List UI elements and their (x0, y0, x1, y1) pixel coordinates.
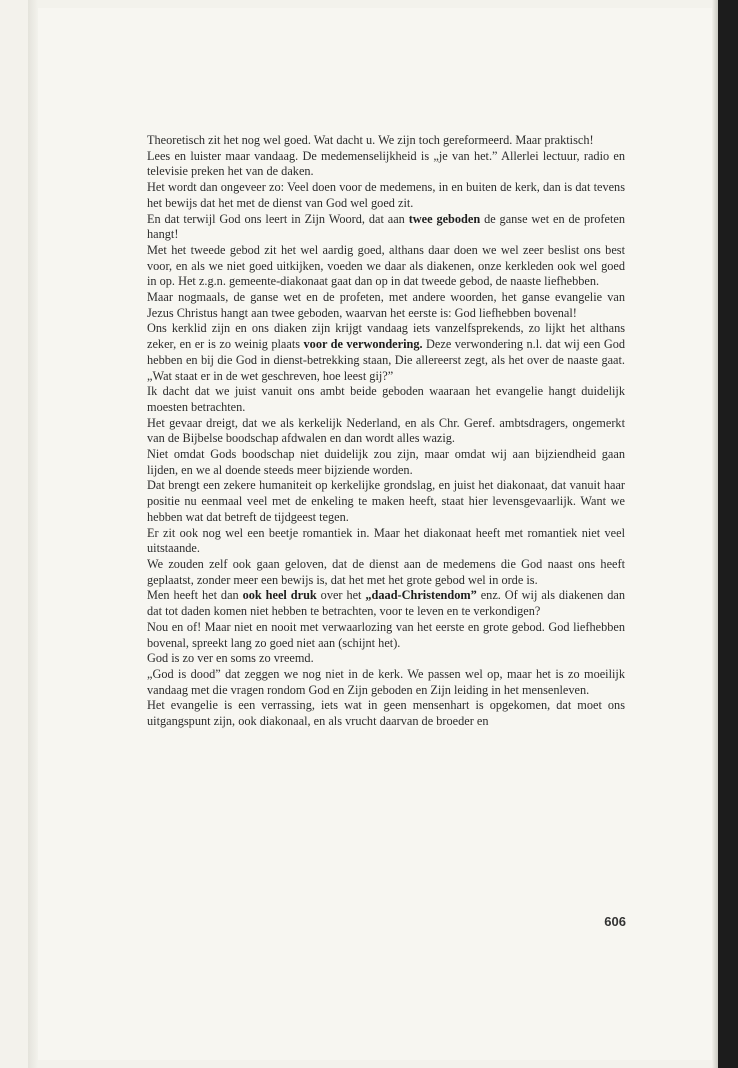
body-text (147, 133, 625, 730)
text-run: God is zo ver en soms zo vreemd. (147, 651, 314, 666)
paragraph (147, 384, 625, 415)
text-run: Het wordt dan ongeveer zo: Veel doen voor de medemens, in en buiten de kerk, dan is dat tevens het bewijs dat het met de dienst van God wel goed zit. (147, 180, 625, 210)
text-run: Met het tweede gebod zit het wel aardig goed, althans daar doen we wel zeer beslist ons best voor, en als we niet goed uitkijken, voeden we daar als diakenen, onze kerkleden ook wel goed in op. Het z.g.n. gemeente-diakonaat gaat dan op in dat tweede gebod, de naaste liefhebben. (147, 242, 625, 289)
emphasis-text: voor de verwondering. (303, 337, 423, 352)
paragraph (147, 698, 625, 729)
paragraph (147, 149, 625, 180)
paragraph (147, 447, 625, 478)
text-run: Niet omdat Gods boodschap niet duidelijk zou zijn, maar omdat wij aan bijziendheid gaan lijden, en we al doende steeds meer bijziende worden. (147, 447, 625, 477)
text-run: „God is dood” dat zeggen we nog niet in de kerk. We passen wel op, maar het is zo moeilijk vandaag met die vragen rondom God en Zijn geboden en Zijn leiding in het mensenleven. (147, 666, 625, 697)
binding-shadow (28, 0, 38, 1068)
text-run: over het (316, 588, 366, 603)
paragraph (147, 180, 625, 211)
text-run: We zouden zelf ook gaan geloven, dat de dienst aan de medemens die God naast ons heeft geplaatst, zonder meer een bewijs is, dat het met het grote gebod wel in orde is. (147, 556, 625, 587)
emphasis-text: ook heel druk (242, 588, 317, 603)
paragraph (147, 321, 625, 384)
paragraph (147, 667, 625, 698)
emphasis-text: „daad-Christendom” (365, 588, 477, 603)
paragraph (147, 620, 625, 651)
paragraph (147, 557, 625, 588)
text-run: Theoretisch zit het nog wel goed. Wat dacht u. We zijn toch gereformeerd. Maar praktisch! (147, 133, 594, 147)
text-run: Nou en of! Maar niet en nooit met verwaarlozing van het eerste en grote gebod. God liefhebben bovenal, spreekt lang zo goed niet aan (schijnt het). (147, 619, 625, 650)
emphasis-text: twee geboden (408, 211, 481, 226)
text-run: Maar nogmaals, de ganse wet en de profeten, met andere woorden, het ganse evangelie van Jezus Christus hangt aan twee geboden, waarvan het eerste is: God liefhebben bovenal! (147, 290, 625, 320)
text-run: Lees en luister maar vandaag. De medemenselijkheid is „je van het.” Allerlei lectuur, radio en televisie preken het van de daken. (147, 148, 625, 179)
paragraph (147, 416, 625, 447)
paragraph (147, 212, 625, 243)
paragraph (147, 526, 625, 557)
text-run: Ik dacht dat we juist vanuit ons ambt beide geboden waaraan het evangelie hangt duidelijk moesten betrachten. (147, 384, 625, 414)
text-run: Het evangelie is een verrassing, iets wat in geen mensenhart is opgekomen, dat moet ons uitgangspunt zijn, ook diakonaal, en als vrucht daarvan de broeder en (147, 698, 625, 729)
text-run: Ons kerklid zijn en ons diaken zijn krijgt vandaag iets vanzelfsprekends, zo lijkt het althans zeker, en er is zo weinig plaats (147, 321, 625, 352)
text-run: Deze verwondering n.l. dat wij een God hebben en bij die God in dienst-betrekking staan, Die allereerst zegt, als het over de naaste gaat. „Wat staat er in de wet geschreven, hoe leest gij?” (147, 337, 626, 383)
paragraph (147, 651, 625, 667)
text-run: enz. Of wij als diakenen dan dat tot daden komen niet hebben te betrachten, voor te leven en te verkondigen? (147, 588, 625, 619)
text-run: Dat brengt een zekere humaniteit op kerkelijke grondslag, en juist het diakonaat, dat vanuit haar positie nu eenmaal veel met de enkeling te maken heeft, staat hier levensgevaarlijk. Want we hebben wat dat betreft de tijdgeest tegen. (147, 478, 625, 524)
paragraph (147, 588, 625, 619)
text-run: de ganse wet en de profeten hangt! (147, 211, 625, 242)
text-run: Het gevaar dreigt, dat we als kerkelijk Nederland, en als Chr. Geref. ambtsdragers, ongemerkt van de Bijbelse boodschap afdwalen en dan wordt alles wazig. (147, 415, 625, 446)
paragraph (147, 133, 625, 149)
text-run: Men heeft het dan (147, 588, 243, 603)
text-run: En dat terwijl God ons leert in Zijn Woord, dat aan (147, 211, 409, 226)
scanner-border (718, 0, 738, 1068)
paragraph (147, 478, 625, 525)
paragraph (147, 243, 625, 290)
paragraph (147, 290, 625, 321)
page-number: 606 (604, 914, 626, 929)
text-run: Er zit ook nog wel een beetje romantiek in. Maar het diakonaat heeft met romantiek niet veel uitstaande. (147, 525, 625, 556)
